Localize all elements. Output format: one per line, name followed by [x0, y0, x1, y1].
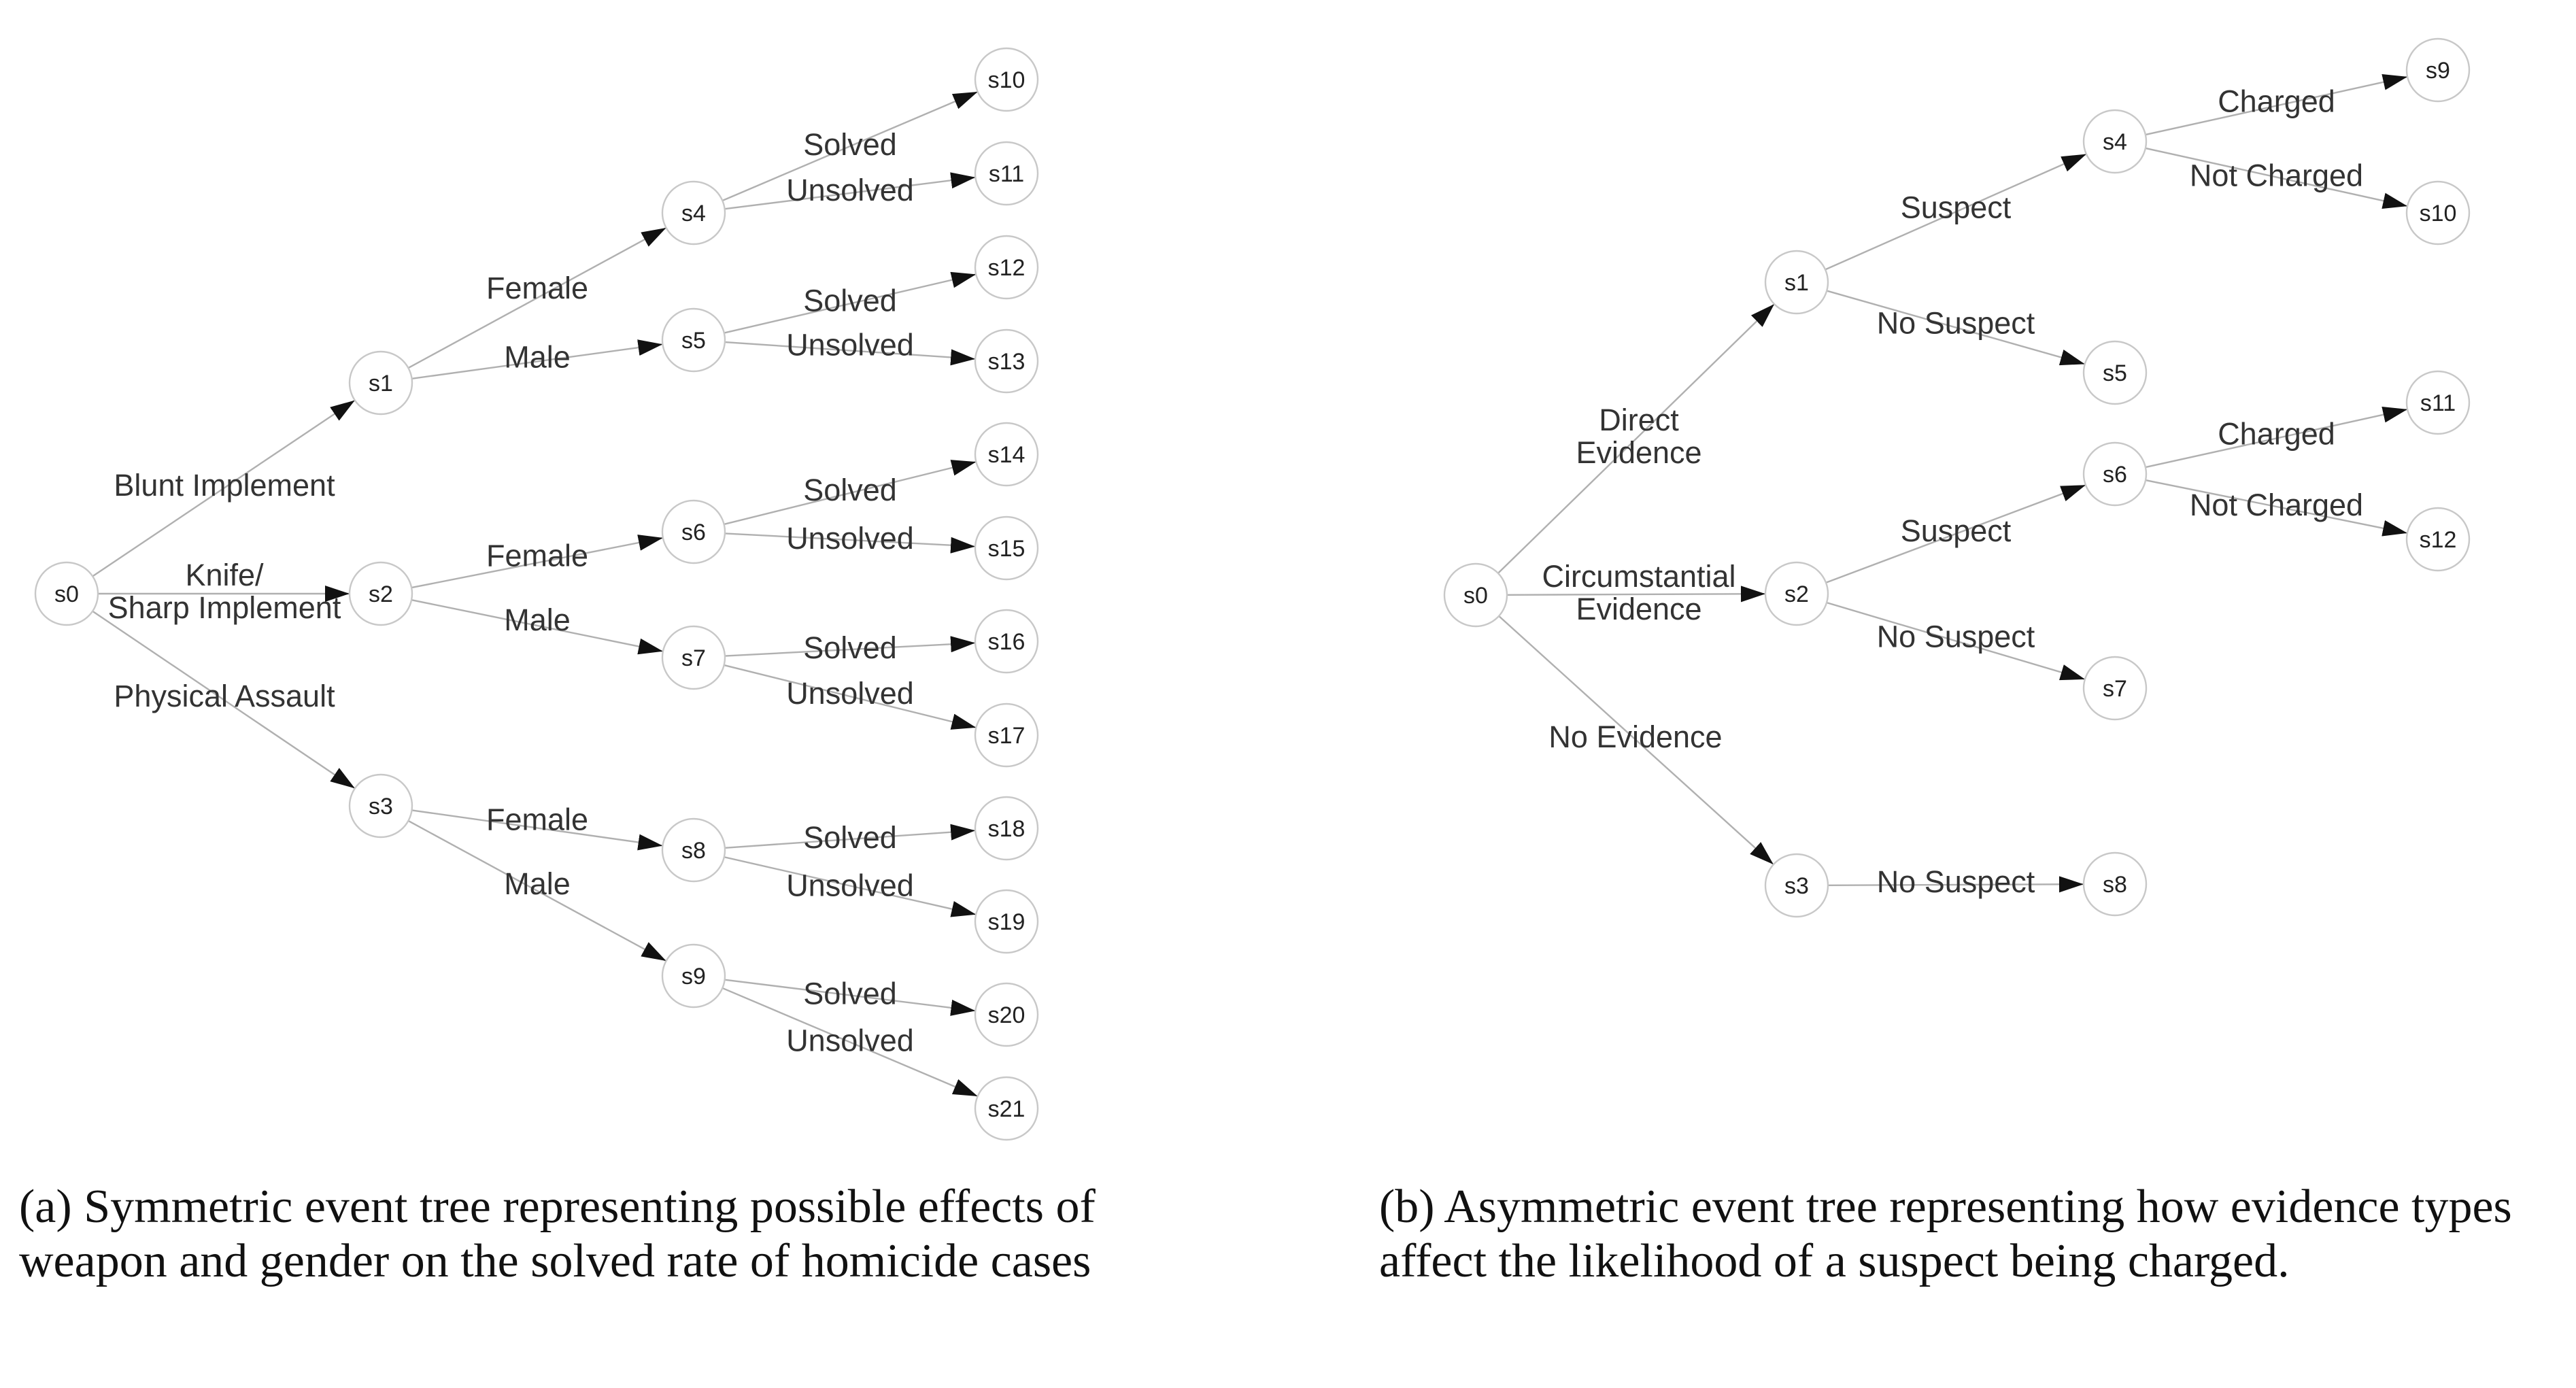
- edge-label-s1-s5: Male: [504, 339, 571, 375]
- node-s19: [975, 890, 1038, 953]
- node-label: s4: [2103, 129, 2127, 155]
- edge-label-s6-s11: Charged: [2218, 416, 2335, 452]
- node-label: s20: [987, 1002, 1026, 1028]
- edge-label-s4-s10: Not Charged: [2189, 158, 2364, 193]
- node-label: s1: [369, 371, 393, 396]
- node-label: s13: [987, 349, 1026, 375]
- node-label: s8: [681, 838, 706, 864]
- edge-label-s6-s14: Solved: [803, 473, 897, 507]
- node-s11: [2407, 371, 2469, 434]
- edge-label-s2-s6: Suspect: [1900, 513, 2012, 548]
- node-s4: [2084, 110, 2146, 173]
- node-s11: [975, 142, 1038, 205]
- node-s9: [2407, 39, 2469, 101]
- node-s17: [975, 704, 1038, 766]
- edge-label-s2-s7: Male: [504, 603, 571, 637]
- node-s2: [350, 562, 412, 625]
- edge-label-s1-s4: Suspect: [1900, 190, 2012, 225]
- node-s3: [350, 775, 412, 837]
- edge-label-s6-s15: Unsolved: [786, 521, 914, 556]
- edge-label-s3-s8: Female: [486, 802, 589, 837]
- node-s8: [662, 819, 725, 881]
- node-s3: [1765, 854, 1828, 917]
- node-label: s0: [1463, 583, 1488, 609]
- node-label: s12: [987, 255, 1026, 281]
- node-label: s11: [2420, 390, 2456, 416]
- node-label: s14: [987, 442, 1026, 468]
- node-s4: [662, 182, 725, 244]
- node-label: s17: [987, 723, 1026, 749]
- node-label: s1: [1784, 270, 1809, 296]
- node-s7: [2084, 657, 2146, 720]
- node-label: s7: [2103, 676, 2127, 702]
- node-s15: [975, 517, 1038, 579]
- edge-label-s9-s20: Solved: [803, 976, 897, 1011]
- edge-label-s7-s17: Unsolved: [786, 676, 914, 711]
- node-label: s7: [681, 645, 706, 671]
- node-s0: [1444, 564, 1507, 626]
- node-s14: [975, 423, 1038, 486]
- node-label: s4: [681, 201, 706, 226]
- edge-label-s3-s8: No Suspect: [1876, 864, 2035, 899]
- node-s20: [975, 983, 1038, 1046]
- edge-label-s0-s2: Knife/ Sharp Implement: [107, 558, 341, 625]
- node-label: s12: [2419, 527, 2457, 553]
- caption-a: (a) Symmetric event tree representing possible effects of weapon and gender on the solved rate of homicide cases: [19, 1181, 1096, 1287]
- node-label: s8: [2103, 872, 2127, 898]
- node-label: s9: [2426, 58, 2450, 84]
- edge-label-s5-s12: Solved: [803, 283, 897, 318]
- node-label: s3: [1784, 873, 1809, 899]
- edge-label-s6-s12: Not Charged: [2189, 488, 2364, 522]
- node-s10: [2407, 182, 2469, 244]
- node-label: s5: [681, 328, 706, 354]
- edge-label-s0-s1: Blunt Implement: [114, 468, 335, 503]
- caption-b: (b) Asymmetric event tree representing how evidence types affect the likelihood of a suspect being charged.: [1379, 1181, 2512, 1287]
- edge-label-s2-s6: Female: [486, 538, 589, 573]
- node-s12: [2407, 508, 2469, 571]
- edge-label-s5-s13: Unsolved: [786, 327, 914, 362]
- node-label: s9: [681, 964, 706, 989]
- node-label: s0: [54, 581, 79, 607]
- edge-label-s8-s19: Unsolved: [786, 868, 914, 903]
- node-label: s2: [1784, 581, 1809, 607]
- node-label: s21: [987, 1096, 1026, 1122]
- tree-b-asymmetric: [1444, 39, 2469, 917]
- node-label: s5: [2103, 360, 2127, 386]
- node-label: s18: [987, 816, 1026, 842]
- node-label: s2: [369, 581, 393, 607]
- edge-label-s9-s21: Unsolved: [786, 1023, 914, 1058]
- edge-label-s0-s3: Physical Assault: [114, 679, 335, 713]
- node-s18: [975, 797, 1038, 860]
- edge-labels: [108, 127, 914, 1058]
- node-label: s19: [987, 909, 1026, 935]
- node-s6: [662, 501, 725, 563]
- node-s5: [2084, 341, 2146, 404]
- node-s13: [975, 330, 1038, 392]
- node-s1: [1765, 251, 1828, 314]
- node-s8: [2084, 853, 2146, 915]
- node-s1: [350, 352, 412, 414]
- node-label: s6: [2103, 462, 2127, 488]
- node-s10: [975, 48, 1038, 111]
- edge-label-s3-s9: Male: [504, 866, 571, 901]
- node-s9: [662, 945, 725, 1007]
- tree-a-symmetric: [35, 48, 1038, 1140]
- node-label: s10: [2419, 201, 2457, 226]
- edge-label-s1-s5: No Suspect: [1876, 305, 2035, 341]
- node-label: s3: [369, 794, 393, 819]
- edge-labels: [1542, 84, 2363, 900]
- edge-label-s0-s1: Direct Evidence: [1576, 403, 1702, 470]
- node-s2: [1765, 562, 1828, 625]
- edge-label-s4-s9: Charged: [2218, 84, 2335, 119]
- edge-label-s4-s10: Solved: [803, 127, 897, 162]
- node-s12: [975, 236, 1038, 299]
- node-s6: [2084, 443, 2146, 505]
- node-s16: [975, 610, 1038, 673]
- node-s21: [975, 1077, 1038, 1140]
- node-s7: [662, 626, 725, 689]
- edge-label-s2-s7: No Suspect: [1876, 619, 2035, 654]
- edge-label-s1-s4: Female: [486, 271, 589, 305]
- node-s5: [662, 309, 725, 371]
- edge-label-s0-s3: No Evidence: [1548, 720, 1723, 754]
- edge-label-s4-s11: Unsolved: [786, 173, 914, 207]
- edge-label-s7-s16: Solved: [803, 630, 897, 665]
- node-label: s16: [987, 629, 1026, 655]
- node-label: s11: [988, 161, 1025, 187]
- node-s0: [35, 562, 98, 625]
- edge-label-s0-s2: Circumstantial Evidence: [1542, 559, 1736, 626]
- edge-label-s8-s18: Solved: [803, 820, 897, 855]
- node-label: s15: [987, 536, 1026, 562]
- node-label: s10: [987, 67, 1026, 93]
- node-label: s6: [681, 520, 706, 545]
